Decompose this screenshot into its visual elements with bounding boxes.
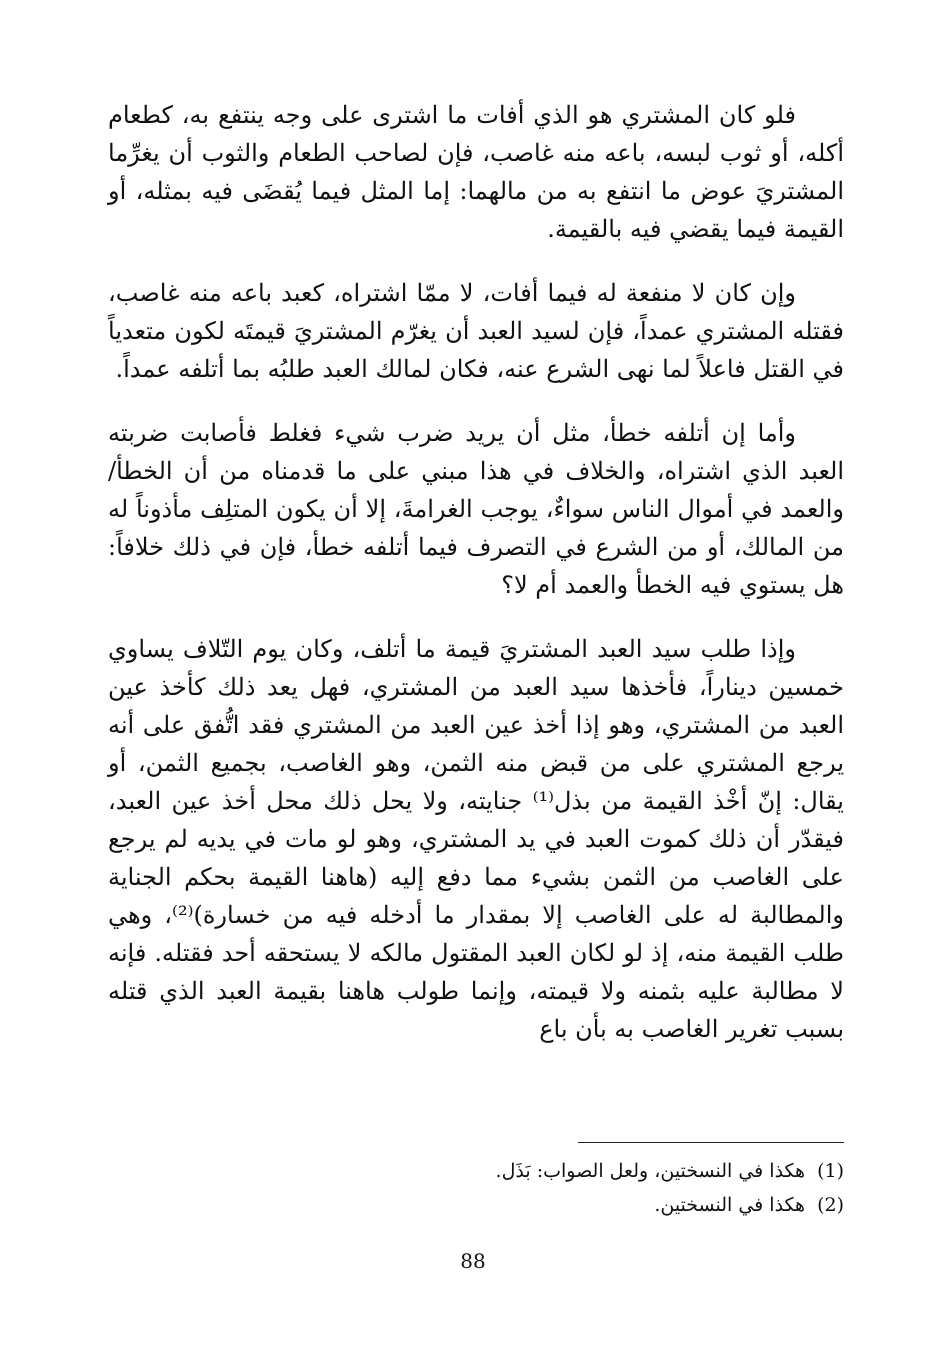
page-number: 88 xyxy=(460,1249,486,1273)
paragraph-1: فلو كان المشتري هو الذي أفات ما اشترى على وجه ينتفع به، كطعام أكله، أو ثوب لبسه، باعه منه غاصب، فإن لصاحب الطعام والثوب أن يغرِّما المشتريَ عوض ما انتفع به من مالهما: إما المثل فيما يُقضَى فيه بمثله، أو القيمة فيما يقضي فيه بالقيمة. xyxy=(108,101,844,243)
paragraph-3: وأما إن أتلفه خطأ، مثل أن يريد ضرب شيء فغلط فأصابت ضربته العبد الذي اشتراه، والخلاف في هذا مبني على ما قدمناه من أن الخطأ/ والعمد في أموال الناس سواءٌ، يوجب الغرامةَ، إلا أن يكون المتلِف مأذوناً له من المالك، أو من الشرع في التصرف فيما أتلفه خطأ، فإن في ذلك خلافاً: هل يستوي فيه الخطأ والعمد أم لا؟ xyxy=(108,419,844,599)
footnotes xyxy=(300,1154,844,1222)
footnote-2 xyxy=(300,1188,844,1222)
paragraph-2: وإن كان لا منفعة له فيما أفات، لا ممّا اشتراه، كعبد باعه منه غاصب، فقتله المشتري عمداً، فإن لسيد العبد أن يغرّم المشتريَ قيمتَه لكون متعدياً في القتل فاعلاً لما نهى الشرع عنه، فكان لمالك العبد طلبُه بما أتلفه عمداً. xyxy=(108,279,844,383)
footnote-1-number: (1) xyxy=(817,1160,844,1182)
footnote-1 xyxy=(300,1154,844,1188)
footnote-1-text: هكذا في النسختين، ولعل الصواب: بَذَل. xyxy=(495,1160,806,1182)
footnote-2-text: هكذا في النسختين. xyxy=(654,1194,806,1216)
footnote-2-number: (2) xyxy=(817,1194,844,1216)
footnote-divider xyxy=(578,1142,844,1143)
main-text xyxy=(108,96,844,1074)
paragraph-4: وإذا طلب سيد العبد المشتريَ قيمة ما أتلف، وكان يوم التّلاف يساوي خمسين ديناراً، فأخذها سيد العبد من المشتري، فهل يعد ذلك كأخذ عين العبد من المشتري، وهو إذا أخذ عين العبد من المشتري فقد اتُّفق على أنه يرجع المشتري على من قبض منه الثمن، وهو الغاصب، بجميع الثمن، أو يقال: إنّ أخْذ القيمة من بذل⁽¹⁾ جنايته، ولا يحل ذلك محل أخذ عين العبد، فيقدّر أن ذلك كموت العبد في يد المشتري، وهو لو مات في يديه لم يرجع على الغاصب من الثمن بشيء مما دفع إليه (هاهنا القيمة بحكم الجناية والمطالبة له على الغاصب إلا بمقدار ما أدخله فيه من خسارة)⁽²⁾، وهي طلب القيمة منه، إذ لو لكان العبد المقتول مالكه لا يستحقه أحد فقتله. فإنه لا مطالبة عليه بثمنه ولا قيمته، وإنما طولب هاهنا بقيمة العبد الذي قتله بسبب تغرير الغاصب به بأن باع xyxy=(108,635,845,1043)
